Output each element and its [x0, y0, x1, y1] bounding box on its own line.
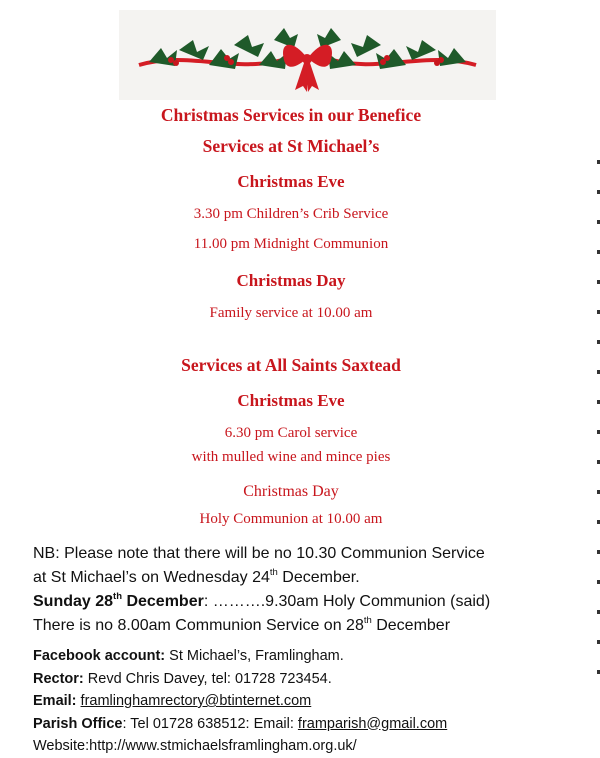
allsaints-eve-2: with mulled wine and mince pies	[191, 449, 391, 465]
allsaints-eve-1-block	[100, 424, 482, 442]
stmichaels-eve-2: 11.00 pm Midnight Communion	[193, 236, 389, 252]
stmichaels-day-label: Christmas Day	[236, 271, 346, 290]
holly-garland-banner	[119, 10, 496, 100]
rector-line	[33, 668, 593, 691]
allsaints-eve-label-block	[100, 391, 482, 411]
no-8am-line	[33, 614, 593, 638]
stmichaels-day-1: Family service at 10.00 am	[209, 305, 373, 321]
sunday-line	[33, 590, 593, 614]
contacts-section	[33, 645, 593, 758]
allsaints-eve-label: Christmas Eve	[237, 391, 345, 410]
allsaints-eve-2-block	[100, 448, 482, 466]
stmichaels-eve-2-block	[100, 235, 482, 253]
facebook-value: St Michael’s, Framlingham.	[165, 648, 344, 664]
sunday-label-end: December	[122, 593, 204, 610]
main-heading-block	[100, 105, 482, 125]
office-value: : Tel 01728 638512: Email:	[122, 715, 298, 732]
stmichaels-eve-1-block	[100, 205, 482, 223]
facebook-label: Facebook account:	[33, 648, 166, 664]
rector-value: Revd Chris Davey, tel: 01728 723454.	[83, 670, 332, 687]
rectory-email-link[interactable]: framlinghamrectory@btinternet.com	[80, 693, 312, 709]
facebook-line	[33, 645, 593, 668]
sunday-label-sup: th	[113, 590, 122, 602]
nb-line-2-end: December.	[277, 569, 360, 586]
stmichaels-heading-block	[100, 136, 482, 156]
stmichaels-eve-1: 3.30 pm Children’s Crib Service	[193, 206, 389, 222]
allsaints-day-1-block	[100, 510, 482, 528]
allsaints-eve-1: 6.30 pm Carol service	[224, 425, 358, 441]
stmichaels-eve-label-block	[100, 172, 482, 192]
nb-line-2-text: at St Michael’s on Wednesday 24	[33, 569, 270, 586]
benefice-title: Christmas Services in our Benefice	[160, 105, 422, 125]
no-8am-sup: th	[363, 614, 372, 626]
allsaints-heading-block	[100, 355, 482, 375]
stmichaels-eve-label: Christmas Eve	[237, 172, 345, 191]
no-8am-text: There is no 8.00am Communion Service on 28	[33, 617, 364, 634]
email-line	[33, 690, 593, 713]
allsaints-title: Services at All Saints Saxtead	[181, 355, 401, 375]
allsaints-day-label-block	[100, 483, 482, 501]
office-label: Parish Office	[33, 715, 123, 732]
sunday-label	[33, 590, 204, 610]
stmichaels-title: Services at St Michael’s	[202, 136, 380, 156]
nb-line-2	[33, 566, 593, 590]
parish-email-link[interactable]: framparish@gmail.com	[297, 715, 448, 732]
stmichaels-day-label-block	[100, 271, 482, 291]
holly-garland-icon	[119, 10, 496, 100]
email-label: Email:	[33, 693, 77, 709]
sunday-label-text: Sunday 28	[33, 593, 114, 610]
parish-office-line	[33, 713, 593, 736]
nb-line-2-sup: th	[269, 566, 278, 578]
allsaints-day-label: Christmas Day	[243, 483, 339, 500]
website-line[interactable]: Website:http://www.stmichaelsframlingham.org.uk/	[33, 738, 357, 754]
stmichaels-day-1-block	[100, 304, 482, 322]
rector-label: Rector:	[33, 670, 84, 687]
sunday-service: : ……….9.30am Holy Communion (said)	[203, 593, 491, 610]
notes-section	[33, 542, 593, 638]
no-8am-end: December	[371, 617, 451, 634]
adjacent-page-edge	[596, 160, 600, 740]
allsaints-day-1: Holy Communion at 10.00 am	[199, 511, 383, 527]
nb-line-1: NB: Please note that there will be no 10.30 Communion Service	[33, 545, 485, 562]
